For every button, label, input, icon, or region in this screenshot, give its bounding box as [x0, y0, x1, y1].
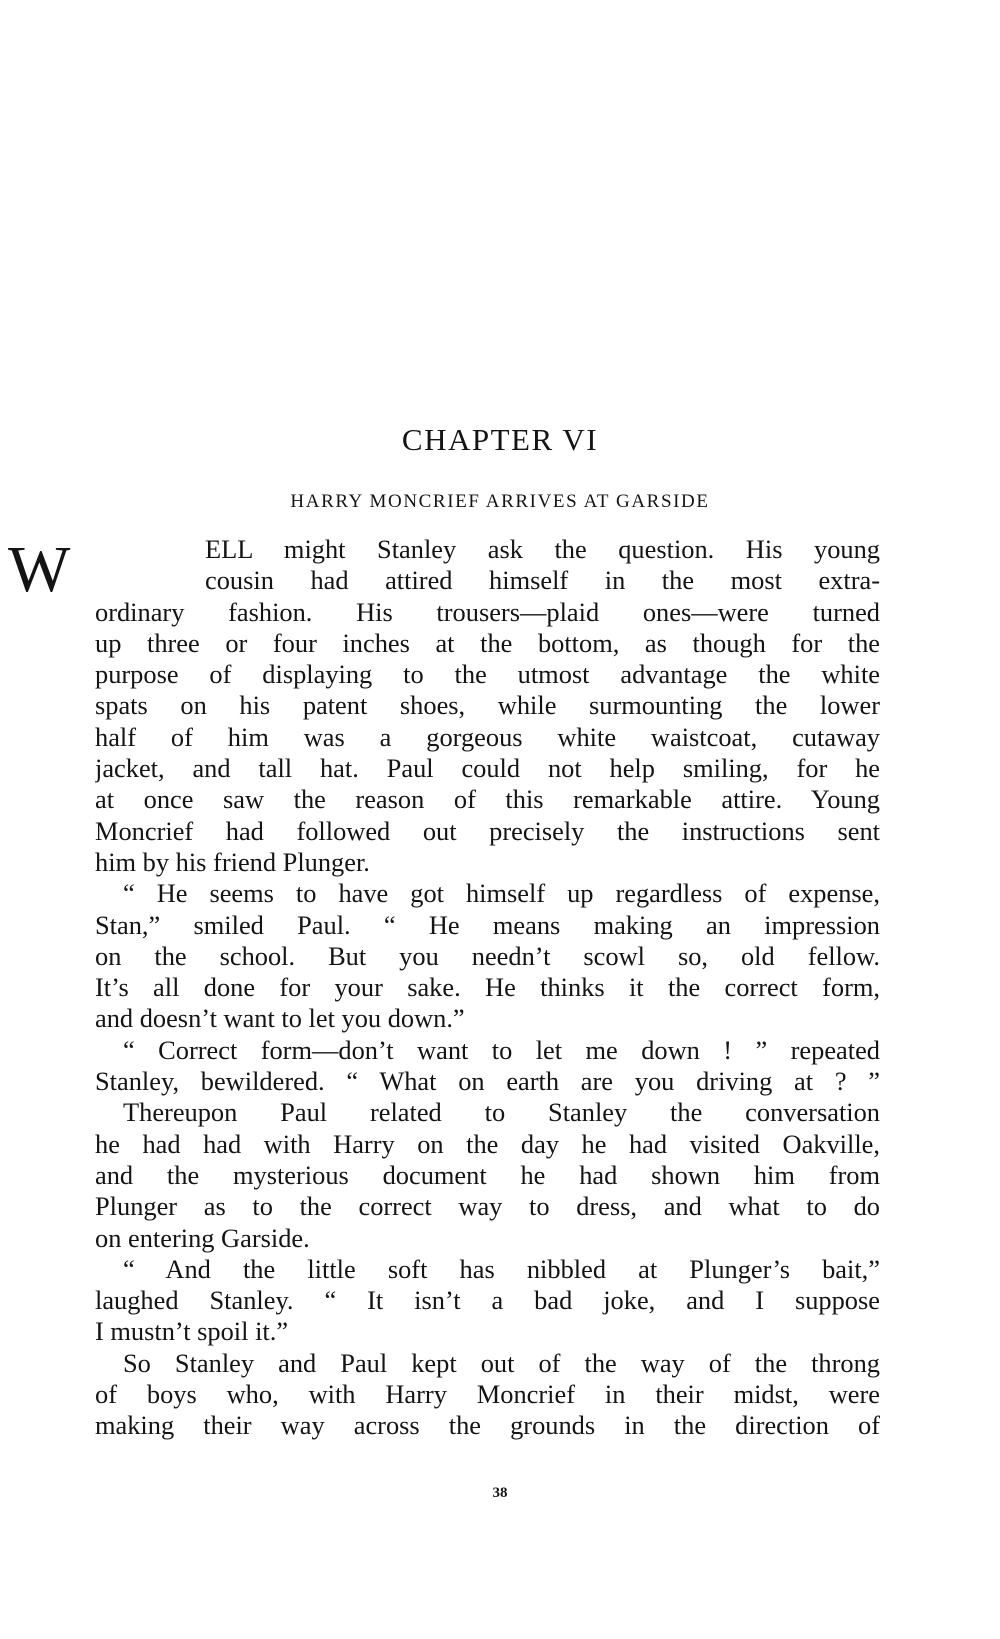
text-line: jacket, and tall hat. Paul could not help smiling, for he: [95, 753, 880, 784]
body-text: [95, 534, 880, 1442]
text-line: purpose of displaying to the utmost advantage the white: [95, 659, 880, 690]
text-line: laughed Stanley. “ It isn’t a bad joke, and I suppose: [95, 1285, 880, 1316]
drop-cap: W: [8, 533, 71, 606]
text-line: Stanley, bewildered. “ What on earth are you driving at ? ”: [95, 1066, 880, 1097]
text-line: Moncrief had followed out precisely the instructions sent: [95, 815, 880, 846]
text-line: making their way across the grounds in the direction of: [95, 1410, 880, 1441]
text-line: Thereupon Paul related to Stanley the conversation: [123, 1097, 880, 1128]
chapter-subtitle: HARRY MONCRIEF ARRIVES AT GARSIDE: [290, 491, 710, 512]
text-line: “ Correct form—don’t want to let me down ! ” repeated: [123, 1034, 880, 1065]
page-number: 38: [492, 1485, 508, 1501]
text-line: It’s all done for your sake. He thinks it the correct form,: [95, 972, 880, 1003]
text-line: I mustn’t spoil it.”: [95, 1316, 289, 1347]
text-line: ordinary fashion. His trousers—plaid ones—were turned: [95, 596, 880, 627]
text-line: on the school. But you needn’t scowl so, old fellow.: [95, 940, 880, 971]
text-line: up three or four inches at the bottom, as though for the: [95, 627, 880, 658]
text-line: and the mysterious document he had shown him from: [95, 1159, 880, 1190]
text-line: “ And the little soft has nibbled at Plunger’s bait,”: [123, 1253, 880, 1284]
text-line: “ He seems to have got himself up regardless of expense,: [123, 878, 880, 909]
text-line: cousin had attired himself in the most extra-: [205, 565, 880, 596]
text-line: Plunger as to the correct way to dress, and what to do: [95, 1191, 880, 1222]
text-line: Stan,” smiled Paul. “ He means making an impression: [95, 909, 880, 940]
text-line: him by his friend Plunger.: [95, 846, 370, 877]
text-line: So Stanley and Paul kept out of the way of the throng: [123, 1347, 880, 1378]
text-line: and doesn’t want to let you down.”: [95, 1003, 465, 1034]
text-line: spats on his patent shoes, while surmounting the lower: [95, 690, 880, 721]
text-line: at once saw the reason of this remarkable attire. Young: [95, 784, 880, 815]
chapter-heading: CHAPTER VI: [401, 422, 599, 457]
text-line: half of him was a gorgeous white waistcoat, cutaway: [95, 721, 880, 752]
text-line: ELL might Stanley ask the question. His young: [205, 534, 880, 564]
text-line: on entering Garside.: [95, 1222, 310, 1253]
text-line: he had had with Harry on the day he had visited Oakville,: [95, 1128, 880, 1159]
text-line: of boys who, with Harry Moncrief in their midst, were: [95, 1379, 880, 1410]
